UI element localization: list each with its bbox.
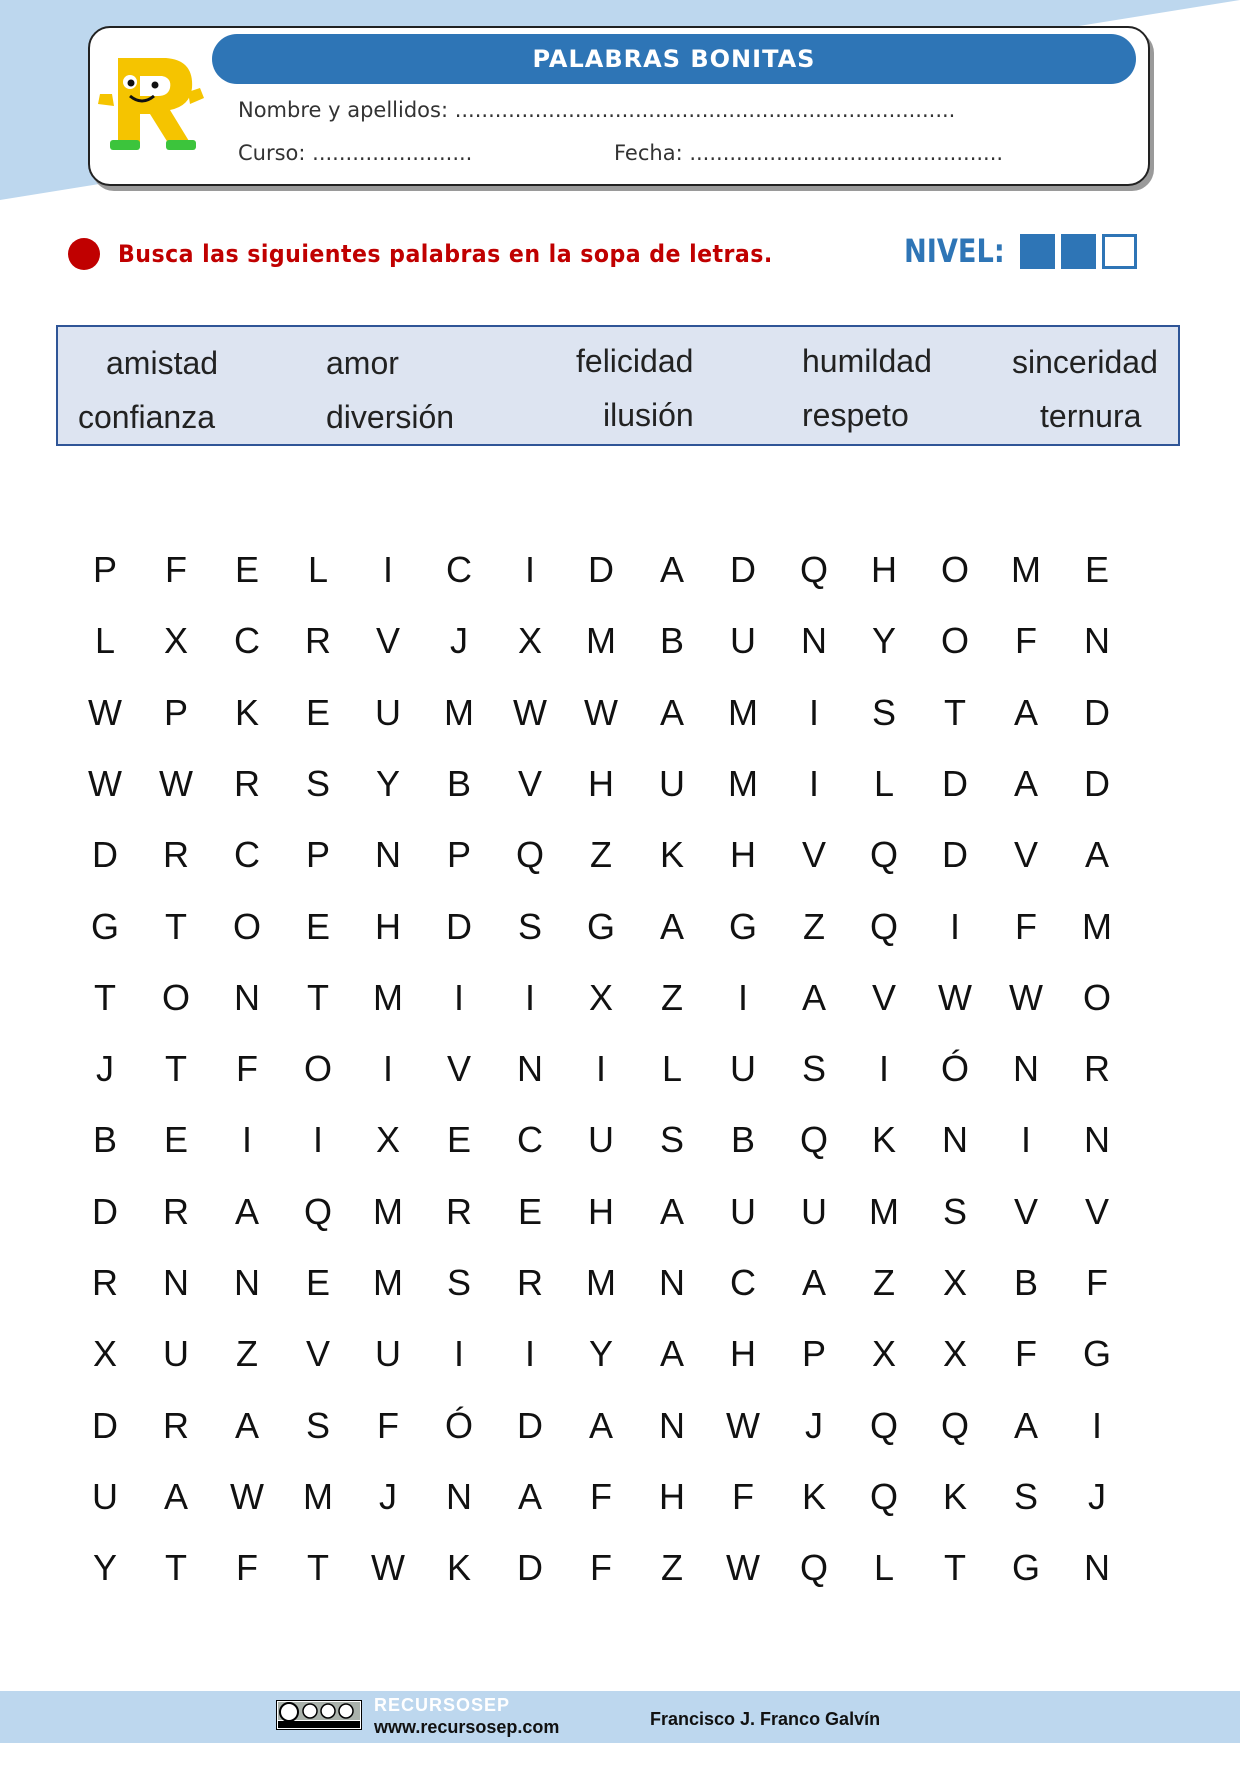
grid-cell[interactable]: V xyxy=(1013,834,1038,875)
grid-cell[interactable]: Q xyxy=(515,834,544,875)
grid-cell[interactable]: D xyxy=(942,763,968,804)
grid-cell[interactable]: A xyxy=(1013,692,1038,733)
grid-cell[interactable]: L xyxy=(873,763,895,804)
grid-cell[interactable]: L xyxy=(661,1048,683,1089)
website-link[interactable]: www.recursosep.com xyxy=(374,1717,560,1737)
grid-cell[interactable]: M xyxy=(586,620,616,661)
grid-cell[interactable]: Z xyxy=(803,906,825,947)
grid-cell[interactable]: R xyxy=(305,620,331,661)
grid-cell[interactable]: H xyxy=(730,1333,756,1374)
grid-cell[interactable]: U xyxy=(659,763,685,804)
grid-cell[interactable]: A xyxy=(588,1405,613,1446)
grid-cell[interactable]: N xyxy=(517,1048,543,1089)
grid-cell[interactable]: I xyxy=(453,977,464,1018)
grid-cell[interactable]: C xyxy=(730,1262,756,1303)
grid-cell[interactable]: A xyxy=(659,692,684,733)
grid-cell[interactable]: E xyxy=(1084,549,1109,590)
grid-cell[interactable]: U xyxy=(730,1048,756,1089)
grid-cell[interactable]: Q xyxy=(799,549,828,590)
grid-cell[interactable]: X xyxy=(871,1333,896,1374)
grid-cell[interactable]: Q xyxy=(799,1547,828,1588)
grid-cell[interactable]: R xyxy=(163,1405,189,1446)
grid-cell[interactable]: U xyxy=(163,1333,189,1374)
grid-cell[interactable]: D xyxy=(517,1547,543,1588)
grid-cell[interactable]: W xyxy=(584,692,618,733)
grid-cell[interactable]: W xyxy=(371,1547,405,1588)
grid-cell[interactable]: V xyxy=(871,977,896,1018)
grid-cell[interactable]: R xyxy=(92,1262,118,1303)
grid-cell[interactable]: K xyxy=(659,834,684,875)
grid-cell[interactable]: R xyxy=(446,1191,472,1232)
grid-cell[interactable]: B xyxy=(446,763,471,804)
grid-cell[interactable]: M xyxy=(586,1262,616,1303)
grid-cell[interactable]: M xyxy=(728,692,758,733)
grid-cell[interactable]: I xyxy=(524,1333,535,1374)
grid-cell[interactable]: U xyxy=(730,1191,756,1232)
grid-cell[interactable]: T xyxy=(307,1547,329,1588)
grid-cell[interactable]: W xyxy=(88,692,122,733)
grid-cell[interactable]: N xyxy=(375,834,401,875)
word-item: ilusión xyxy=(603,397,694,433)
grid-cell[interactable]: Q xyxy=(940,1405,969,1446)
grid-cell[interactable]: D xyxy=(92,834,118,875)
grid-cell[interactable]: S xyxy=(801,1048,826,1089)
grid-cell[interactable]: V xyxy=(517,763,542,804)
grid-cell[interactable]: M xyxy=(1082,906,1112,947)
grid-cell[interactable]: A xyxy=(1013,1405,1038,1446)
grid-cell[interactable]: B xyxy=(730,1119,755,1160)
grid-cell[interactable]: L xyxy=(873,1547,895,1588)
grid-cell[interactable]: S xyxy=(871,692,896,733)
grid-cell[interactable]: F xyxy=(732,1476,754,1517)
grid-cell[interactable]: V xyxy=(801,834,826,875)
grid-cell[interactable]: D xyxy=(1084,763,1110,804)
grid-cell[interactable]: I xyxy=(382,549,393,590)
grid-cell[interactable]: F xyxy=(236,1048,258,1089)
grid-cell[interactable]: M xyxy=(373,1262,403,1303)
grid-cell[interactable]: D xyxy=(730,549,756,590)
word-list xyxy=(56,325,1180,446)
grid-cell[interactable]: W xyxy=(513,692,547,733)
word-item: ternura xyxy=(1040,398,1142,434)
grid-cell[interactable]: Ó xyxy=(444,1405,473,1446)
grid-cell[interactable]: A xyxy=(234,1405,259,1446)
grid-cell[interactable]: J xyxy=(1088,1476,1106,1517)
grid-cell[interactable]: T xyxy=(944,1547,966,1588)
grid-cell[interactable]: O xyxy=(303,1048,332,1089)
grid-cell[interactable]: B xyxy=(92,1119,117,1160)
grid-cell[interactable]: K xyxy=(942,1476,967,1517)
grid-cell[interactable]: I xyxy=(524,977,535,1018)
grid-cell[interactable]: W xyxy=(726,1547,760,1588)
grid-cell[interactable]: F xyxy=(165,549,187,590)
grid-cell[interactable]: M xyxy=(303,1476,333,1517)
grid-cell[interactable]: N xyxy=(659,1262,685,1303)
grid-cell[interactable]: G xyxy=(1011,1547,1040,1588)
grid-cell[interactable]: H xyxy=(375,906,401,947)
grid-cell[interactable]: D xyxy=(92,1191,118,1232)
grid-cell[interactable]: M xyxy=(1011,549,1041,590)
grid-cell[interactable]: M xyxy=(373,977,403,1018)
grid-cell[interactable]: F xyxy=(1086,1262,1108,1303)
grid-cell[interactable]: T xyxy=(165,906,187,947)
grid-cell[interactable]: N xyxy=(1084,620,1110,661)
grid-cell[interactable]: S xyxy=(942,1191,967,1232)
grid-cell[interactable]: N xyxy=(1084,1547,1110,1588)
grid-cell[interactable]: I xyxy=(808,763,819,804)
grid-cell[interactable]: I xyxy=(1020,1119,1031,1160)
grid-cell[interactable]: I xyxy=(241,1119,252,1160)
grid-cell[interactable]: F xyxy=(1015,620,1037,661)
grid-cell[interactable]: I xyxy=(453,1333,464,1374)
grid-cell[interactable]: A xyxy=(659,906,684,947)
grid-cell[interactable]: U xyxy=(588,1119,614,1160)
grid-cell[interactable]: M xyxy=(728,763,758,804)
grid-cell[interactable]: N xyxy=(801,620,827,661)
grid-cell[interactable]: I xyxy=(312,1119,323,1160)
red-bullet-icon xyxy=(68,238,100,270)
grid-cell[interactable]: U xyxy=(801,1191,827,1232)
grid-cell[interactable]: X xyxy=(942,1333,967,1374)
grid-cell[interactable]: R xyxy=(234,763,260,804)
grid-cell[interactable]: L xyxy=(307,549,329,590)
grid-cell[interactable]: C xyxy=(446,549,472,590)
grid-cell[interactable]: A xyxy=(801,1262,826,1303)
grid-cell[interactable]: R xyxy=(163,1191,189,1232)
word-item: humildad xyxy=(802,343,932,379)
grid-cell[interactable]: V xyxy=(375,620,400,661)
grid-cell[interactable]: K xyxy=(801,1476,826,1517)
grid-cell[interactable]: S xyxy=(305,763,330,804)
grid-cell[interactable]: C xyxy=(234,834,260,875)
grid-cell[interactable]: R xyxy=(517,1262,543,1303)
grid-cell[interactable]: A xyxy=(659,549,684,590)
grid-cell[interactable]: H xyxy=(588,763,614,804)
grid-cell[interactable]: U xyxy=(375,692,401,733)
grid-cell[interactable]: J xyxy=(96,1048,114,1089)
grid-cell[interactable]: P xyxy=(305,834,330,875)
grid-cell[interactable]: H xyxy=(588,1191,614,1232)
grid-cell[interactable]: B xyxy=(659,620,684,661)
grid-cell[interactable]: E xyxy=(234,549,259,590)
grid-cell[interactable]: I xyxy=(1091,1405,1102,1446)
word-item: sinceridad xyxy=(1012,344,1158,380)
grid-cell[interactable]: N xyxy=(1013,1048,1039,1089)
grid-cell[interactable]: N xyxy=(234,1262,260,1303)
level-box-2 xyxy=(1061,234,1096,269)
grid-cell[interactable]: F xyxy=(1015,906,1037,947)
grid-cell[interactable]: X xyxy=(517,620,542,661)
grid-cell[interactable]: V xyxy=(446,1048,471,1089)
grid-cell[interactable]: W xyxy=(938,977,972,1018)
grid-cell[interactable]: C xyxy=(234,620,260,661)
grid-cell[interactable]: A xyxy=(801,977,826,1018)
grid-cell[interactable]: F xyxy=(1015,1333,1037,1374)
grid-cell[interactable]: F xyxy=(236,1547,258,1588)
grid-cell[interactable]: B xyxy=(1013,1262,1038,1303)
grid-cell[interactable]: Ó xyxy=(940,1048,969,1089)
grid-cell[interactable]: Z xyxy=(590,834,612,875)
grid-cell[interactable]: N xyxy=(234,977,260,1018)
word-item: respeto xyxy=(802,397,909,433)
grid-cell[interactable]: Z xyxy=(661,977,683,1018)
grid-cell[interactable]: N xyxy=(659,1405,685,1446)
grid-cell[interactable]: E xyxy=(305,692,330,733)
grid-cell[interactable]: W xyxy=(726,1405,760,1446)
grid-cell[interactable]: X xyxy=(163,620,188,661)
grid-cell[interactable]: E xyxy=(305,1262,330,1303)
creative-commons-icon xyxy=(276,1700,362,1730)
word-item: felicidad xyxy=(576,343,694,379)
grid-cell[interactable]: Y xyxy=(92,1547,117,1588)
brand-name: RECURSOSEP xyxy=(374,1695,511,1715)
grid-cell[interactable]: Z xyxy=(661,1547,683,1588)
grid-cell[interactable]: G xyxy=(728,906,757,947)
grid-cell[interactable]: S xyxy=(1013,1476,1038,1517)
grid-cell[interactable]: O xyxy=(940,549,969,590)
instruction-text: Busca las siguientes palabras en la sopa de letras. xyxy=(118,240,773,268)
grid-cell[interactable]: I xyxy=(949,906,960,947)
grid-cell[interactable]: J xyxy=(379,1476,397,1517)
grid-cell[interactable]: P xyxy=(92,549,117,590)
grid-cell[interactable]: A xyxy=(659,1333,684,1374)
grid-cell[interactable]: S xyxy=(305,1405,330,1446)
grid-cell[interactable]: Q xyxy=(869,834,898,875)
level-box-3 xyxy=(1102,234,1137,269)
grid-cell[interactable]: H xyxy=(730,834,756,875)
grid-cell[interactable]: W xyxy=(230,1476,264,1517)
grid-cell[interactable]: D xyxy=(942,834,968,875)
grid-cell[interactable]: A xyxy=(1084,834,1109,875)
grid-cell[interactable]: Z xyxy=(873,1262,895,1303)
grid-cell[interactable]: Y xyxy=(375,763,400,804)
grid-cell[interactable]: O xyxy=(161,977,190,1018)
word-item: confianza xyxy=(78,399,215,435)
grid-cell[interactable]: D xyxy=(1084,692,1110,733)
grid-cell[interactable]: E xyxy=(305,906,330,947)
grid-cell[interactable]: G xyxy=(586,906,615,947)
word-item: diversión xyxy=(326,399,455,435)
word-item: amistad xyxy=(106,345,219,381)
grid-cell[interactable]: S xyxy=(517,906,542,947)
grid-cell[interactable]: D xyxy=(446,906,472,947)
grid-cell[interactable]: P xyxy=(446,834,471,875)
grid-cell[interactable]: I xyxy=(878,1048,889,1089)
grid-cell[interactable]: I xyxy=(382,1048,393,1089)
grid-cell[interactable]: Q xyxy=(799,1119,828,1160)
grid-cell[interactable]: U xyxy=(375,1333,401,1374)
grid-cell[interactable]: O xyxy=(940,620,969,661)
grid-cell[interactable]: M xyxy=(444,692,474,733)
grid-cell[interactable]: H xyxy=(659,1476,685,1517)
grid-cell[interactable]: A xyxy=(1013,763,1038,804)
grid-cell[interactable]: W xyxy=(159,763,193,804)
grid-cell[interactable]: F xyxy=(590,1476,612,1517)
grid-cell[interactable]: K xyxy=(234,692,259,733)
grid-cell[interactable]: K xyxy=(446,1547,471,1588)
grid-cell[interactable]: L xyxy=(94,620,116,661)
grid-cell[interactable]: X xyxy=(942,1262,967,1303)
grid-cell[interactable]: R xyxy=(1084,1048,1110,1089)
grid-cell[interactable]: R xyxy=(163,834,189,875)
grid-cell[interactable]: J xyxy=(450,620,468,661)
grid-cell[interactable]: Y xyxy=(588,1333,613,1374)
grid-cell[interactable]: M xyxy=(869,1191,899,1232)
grid-cell[interactable]: N xyxy=(942,1119,968,1160)
grid-cell[interactable]: V xyxy=(1084,1191,1109,1232)
grid-cell[interactable]: V xyxy=(305,1333,330,1374)
level-indicator xyxy=(904,232,1137,270)
grid-cell[interactable]: V xyxy=(1013,1191,1038,1232)
grid-cell[interactable]: D xyxy=(588,549,614,590)
grid-cell[interactable]: I xyxy=(808,692,819,733)
grid-cell[interactable]: E xyxy=(163,1119,188,1160)
author-name: Francisco J. Franco Galvín xyxy=(650,1709,881,1729)
grid-cell[interactable]: W xyxy=(1009,977,1043,1018)
grid-cell[interactable]: Q xyxy=(869,906,898,947)
grid-cell[interactable]: H xyxy=(871,549,897,590)
mascot-logo xyxy=(96,54,206,154)
grid-cell[interactable]: G xyxy=(90,906,119,947)
grid-cell[interactable]: I xyxy=(595,1048,606,1089)
grid-cell[interactable]: T xyxy=(94,977,116,1018)
grid-cell[interactable]: Y xyxy=(871,620,896,661)
grid-cell[interactable]: U xyxy=(730,620,756,661)
grid-cell[interactable]: A xyxy=(517,1476,542,1517)
grid-cell[interactable]: Q xyxy=(303,1191,332,1232)
grid-cell[interactable]: O xyxy=(1082,977,1111,1018)
grid-cell[interactable]: Q xyxy=(869,1476,898,1517)
grid-cell[interactable]: D xyxy=(517,1405,543,1446)
grid-cell[interactable]: A xyxy=(163,1476,188,1517)
grid-cell[interactable]: X xyxy=(588,977,613,1018)
grid-cell[interactable]: O xyxy=(232,906,261,947)
grid-cell[interactable]: S xyxy=(446,1262,471,1303)
grid-cell[interactable]: P xyxy=(163,692,188,733)
grid-cell[interactable]: K xyxy=(871,1119,896,1160)
word-item: amor xyxy=(326,345,399,381)
grid-cell[interactable]: S xyxy=(659,1119,684,1160)
grid-cell[interactable]: J xyxy=(805,1405,823,1446)
worksheet-title: PALABRAS BONITAS xyxy=(212,34,1136,84)
date-field[interactable]: Fecha: ............................................... xyxy=(614,141,1004,165)
grid-cell[interactable]: P xyxy=(801,1333,826,1374)
grid-cell[interactable]: U xyxy=(92,1476,118,1517)
grid-cell[interactable]: F xyxy=(377,1405,399,1446)
name-field[interactable]: Nombre y apellidos: ........................................................................... xyxy=(238,98,956,122)
grid-cell[interactable]: E xyxy=(446,1119,471,1160)
grid-cell[interactable]: I xyxy=(737,977,748,1018)
footer xyxy=(0,1691,1240,1743)
instruction xyxy=(68,238,830,270)
grid-cell[interactable]: M xyxy=(373,1191,403,1232)
grid-cell[interactable]: N xyxy=(1084,1119,1110,1160)
grid-cell[interactable]: A xyxy=(234,1191,259,1232)
grid-cell[interactable]: X xyxy=(375,1119,400,1160)
grid-cell[interactable]: C xyxy=(517,1119,543,1160)
grid-cell[interactable]: N xyxy=(446,1476,472,1517)
level-box-1 xyxy=(1020,234,1055,269)
grid-cell[interactable]: N xyxy=(163,1262,189,1303)
grid-cell[interactable]: Q xyxy=(869,1405,898,1446)
grid-cell[interactable]: E xyxy=(517,1191,542,1232)
grid-cell[interactable]: T xyxy=(165,1547,187,1588)
grid-cell[interactable]: T xyxy=(944,692,966,733)
grid-cell[interactable]: F xyxy=(590,1547,612,1588)
course-field[interactable]: Curso: ........................ xyxy=(238,141,473,165)
grid-cell[interactable]: X xyxy=(92,1333,117,1374)
grid-cell[interactable]: Z xyxy=(236,1333,258,1374)
grid-cell[interactable]: T xyxy=(307,977,329,1018)
grid-cell[interactable]: W xyxy=(88,763,122,804)
grid-cell[interactable]: T xyxy=(165,1048,187,1089)
grid-cell[interactable]: A xyxy=(659,1191,684,1232)
grid-cell[interactable]: D xyxy=(92,1405,118,1446)
grid-cell[interactable]: G xyxy=(1082,1333,1111,1374)
level-label: NIVEL: xyxy=(904,232,1005,270)
grid-cell[interactable]: I xyxy=(524,549,535,590)
